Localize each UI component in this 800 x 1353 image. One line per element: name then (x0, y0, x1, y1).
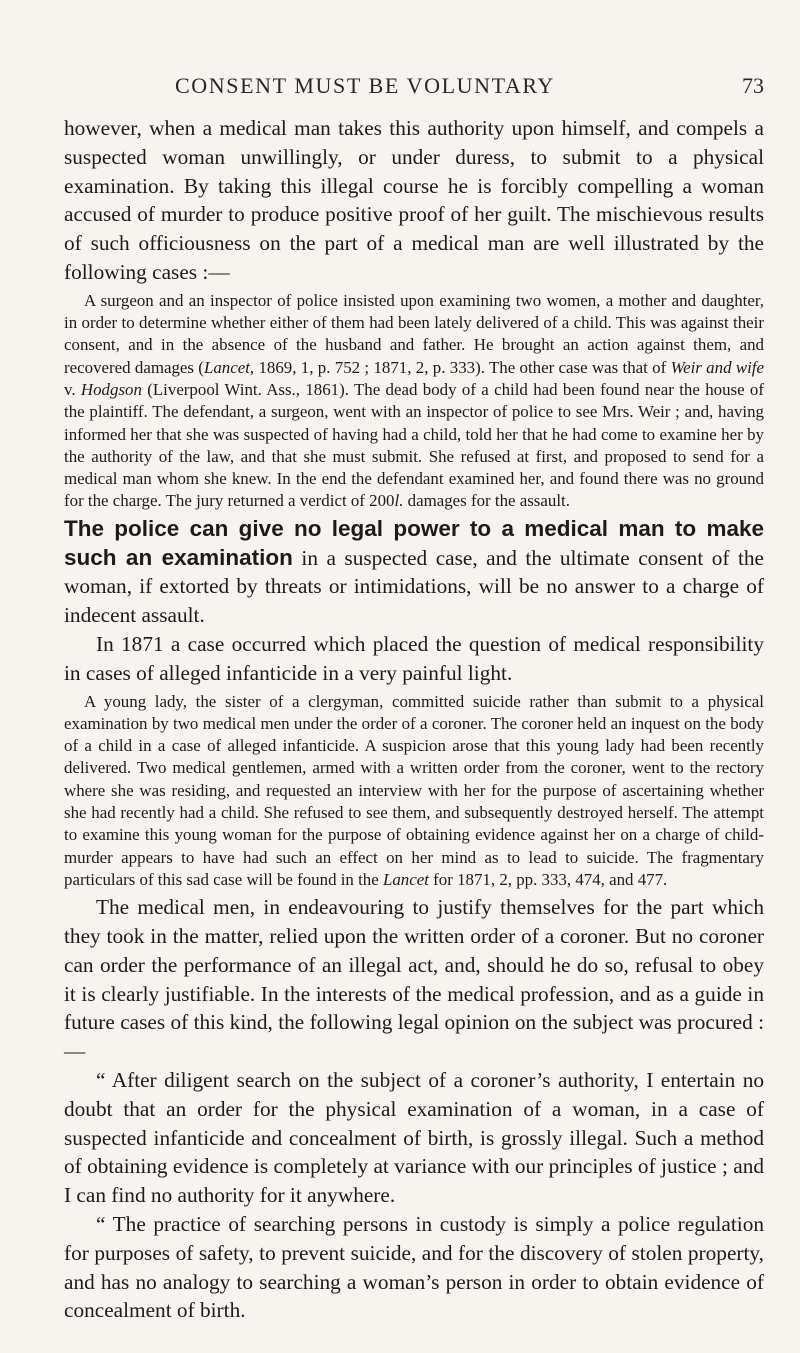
running-head: CONSENT MUST BE VOLUNTARY (175, 73, 555, 98)
page-number: 73 (742, 73, 764, 98)
case1-text-2: 1869, 1, p. 752 ; 1871, 2, p. 333). The other case was that of (254, 357, 671, 377)
paragraph-2 (64, 515, 764, 630)
case2-ref-lancet: Lancet (382, 869, 429, 889)
case1-text-1: A surgeon and an inspector of police insisted upon examining two women, a mother and daughter, in order to determine whether either of them had been lately delivered of a child. This was against their consent, and in the absence of the husband and father. He brought an action against them, and recovered damages ( (64, 290, 764, 377)
page-body (64, 114, 764, 1325)
case1-ref-hodgson: Hodgson (80, 379, 142, 399)
page-header (64, 73, 764, 103)
case1-text-5: damages for the assault. (403, 491, 570, 511)
case1-text-4: (Liverpool Wint. Ass., 1861). The dead body of a child had been found near the house of the plaintiff. The defendant, a surgeon, went with an inspector of police to see Mrs. Weir ; and, having informed her that she was suspected of having had a child, told her that he had come to examine her by the authority of the law, and that she must submit. She refused at first, and proposed to send for a medical man whom she knew. In the end the defendant examined her, and found there was no ground for the charge. The jury returned a verdict of 200 (64, 379, 765, 511)
case-young-lady (64, 691, 764, 892)
legal-opinion-quote-2: “ The practice of searching persons in custody is simply a police regulation for purposes of safety, to prevent suicide, and for the discovery of stolen property, and has no analogy to searching a woman’s person in order to obtain evidence of concealment of birth. (64, 1211, 764, 1323)
case2-text-2: for 1871, 2, pp. 333, 474, and 477. (428, 869, 668, 889)
case1-ref-weir: Weir and wife (670, 357, 764, 377)
paragraph-1: however, when a medical man takes this authority upon himself, and compels a suspected woman unwillingly, or under duress, to submit to a physical examination. By taking this illegal course he is forcibly compelling a woman accused of murder to produce positive proof of her guilt. The mischievous results of such officiousness on the part of a medical man are well illustrated by the following cases :— (64, 116, 764, 284)
case1-ref-lancet: Lancet, (203, 357, 255, 377)
bold-lead-text: The police can give no legal power to a medical man to make such an examination (64, 515, 764, 570)
case2-text-1: A young lady, the sister of a clergyman, committed suicide rather than submit to a physical examination by two medical men under the order of a coroner. The coroner held an inquest on the body of a child in a case of alleged infanticide. A suspicion arose that this young lady had been recently delivered. Two medical gentlemen, armed with a written order from the coroner, went to the rectory where she was residing, and requested an interview with her for the purpose of ascertaining whether she had recently had a child. She refused to see them, and subsequently destroyed herself. The attempt to examine this young woman for the purpose of obtaining evidence against her on a charge of child-murder appears to have had such an effect on her mind as to lead to suicide. The fragmentary particulars of this sad case will be found in the (64, 691, 764, 889)
case1-text-3: v. (64, 379, 81, 399)
legal-opinion-quote-1: “ After diligent search on the subject of a coroner’s authority, I entertain no doubt that an order for the physical examination of a woman, in a case of suspected infanticide and concealment of birth, is grossly illegal. Such a method of obtaining evidence is completely at variance with our principles of justice ; and I can find no authority for it anywhere. (64, 1067, 764, 1208)
case1-pounds: l. (394, 491, 404, 511)
paragraph-4: The medical men, in endeavouring to justify themselves for the part which they took in the matter, relied upon the written order of a coroner. But no coroner can order the performance of an illegal act, and, should he do so, refusal to obey it is clearly justifiable. In the interests of the medical profession, and as a guide in future cases of this kind, the following legal opinion on the subject was procured :— (64, 895, 764, 1064)
paragraph-3: In 1871 a case occurred which placed the question of medical responsibility in cases of alleged infanticide in a very painful light. (64, 631, 764, 685)
paragraph-2-rest: in a suspected case, and the ultimate consent of the woman, if extorted by threats or intimidations, will be no answer to a charge of indecent assault. (64, 545, 764, 628)
case-weir-v-hodgson (64, 290, 764, 513)
